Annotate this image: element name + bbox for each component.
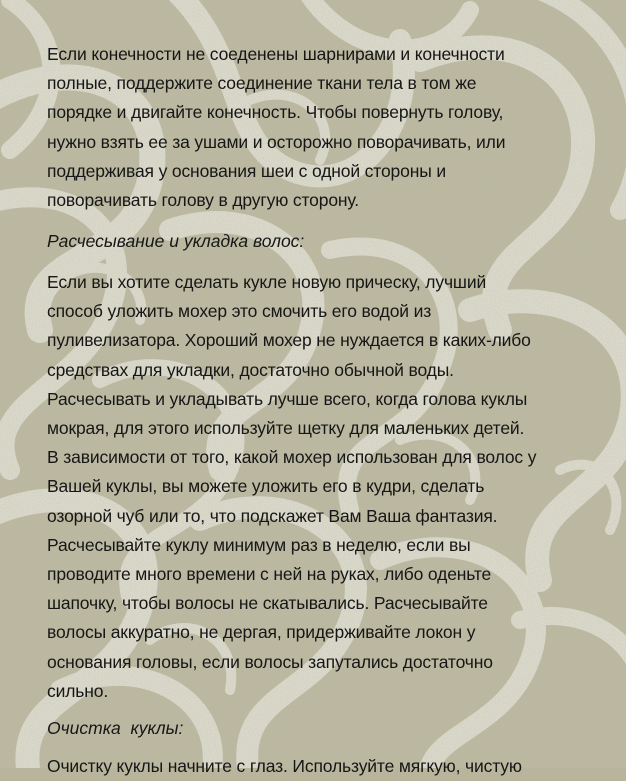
text-line: В зависимости от того, какой мохер использован для волос у <box>47 447 537 468</box>
section-heading-doll-cleaning: Очистка куклы: <box>47 718 184 738</box>
paragraph-hair-care <box>47 268 607 706</box>
text-line: полные, поддержите соединение ткани тела в том же <box>47 73 477 94</box>
section-heading-hair-care: Расчесывание и укладка волос: <box>47 231 305 251</box>
text-line: Если конечности не соеденены шарнирами и конечности <box>47 44 505 64</box>
text-line: способ уложить мохер это смочить его водой из <box>47 301 432 322</box>
text-line: пуливелизатора. Хороший мохер не нуждается в каких-либо <box>47 330 531 351</box>
text-line: Если вы хотите сделать кукле новую прическу, лучший <box>47 272 487 292</box>
text-line: озорной чуб или то, что подскажет Вам Ваша фантазия. <box>47 505 498 526</box>
text-line: поддерживая у основания шеи с одной стороны и <box>47 160 446 181</box>
text-line: волосы аккуратно, не дергая, придерживайте локон у <box>47 622 476 643</box>
text-line: средствах для укладки, достаточно обычной воды. <box>47 359 454 380</box>
text-line: шапочку, чтобы волосы не скатывались. Расчесывайте <box>47 593 488 614</box>
text-line: порядке и двигайте конечность. Чтобы повернуть голову, <box>47 102 504 123</box>
paragraph-limbs-care <box>47 40 607 215</box>
text-line: Очистку куклы начните с глаз. Используйте мягкую, чистую <box>47 756 522 776</box>
text-line: мокрая, для этого используйте щетку для маленьких детей. <box>47 418 525 439</box>
paragraph-doll-cleaning <box>47 752 607 781</box>
text-line: Расчесывайте куклу минимум раз в неделю, если вы <box>47 534 471 555</box>
text-line: проводите много времени с ней на руках, либо оденьте <box>47 564 492 585</box>
text-line: нужно взять ее за ушами и осторожно поворачивать, или <box>47 131 506 152</box>
text-line: Расчесывать и укладывать лучше всего, когда голова куклы <box>47 388 528 409</box>
text-line: сильно. <box>47 680 109 701</box>
text-line: основания головы, если волосы запутались достаточно <box>47 651 493 672</box>
text-line: Вашей куклы, вы можете уложить его в кудри, сделать <box>47 476 485 497</box>
text-line: поворачивать голову в другую сторону. <box>47 190 359 211</box>
